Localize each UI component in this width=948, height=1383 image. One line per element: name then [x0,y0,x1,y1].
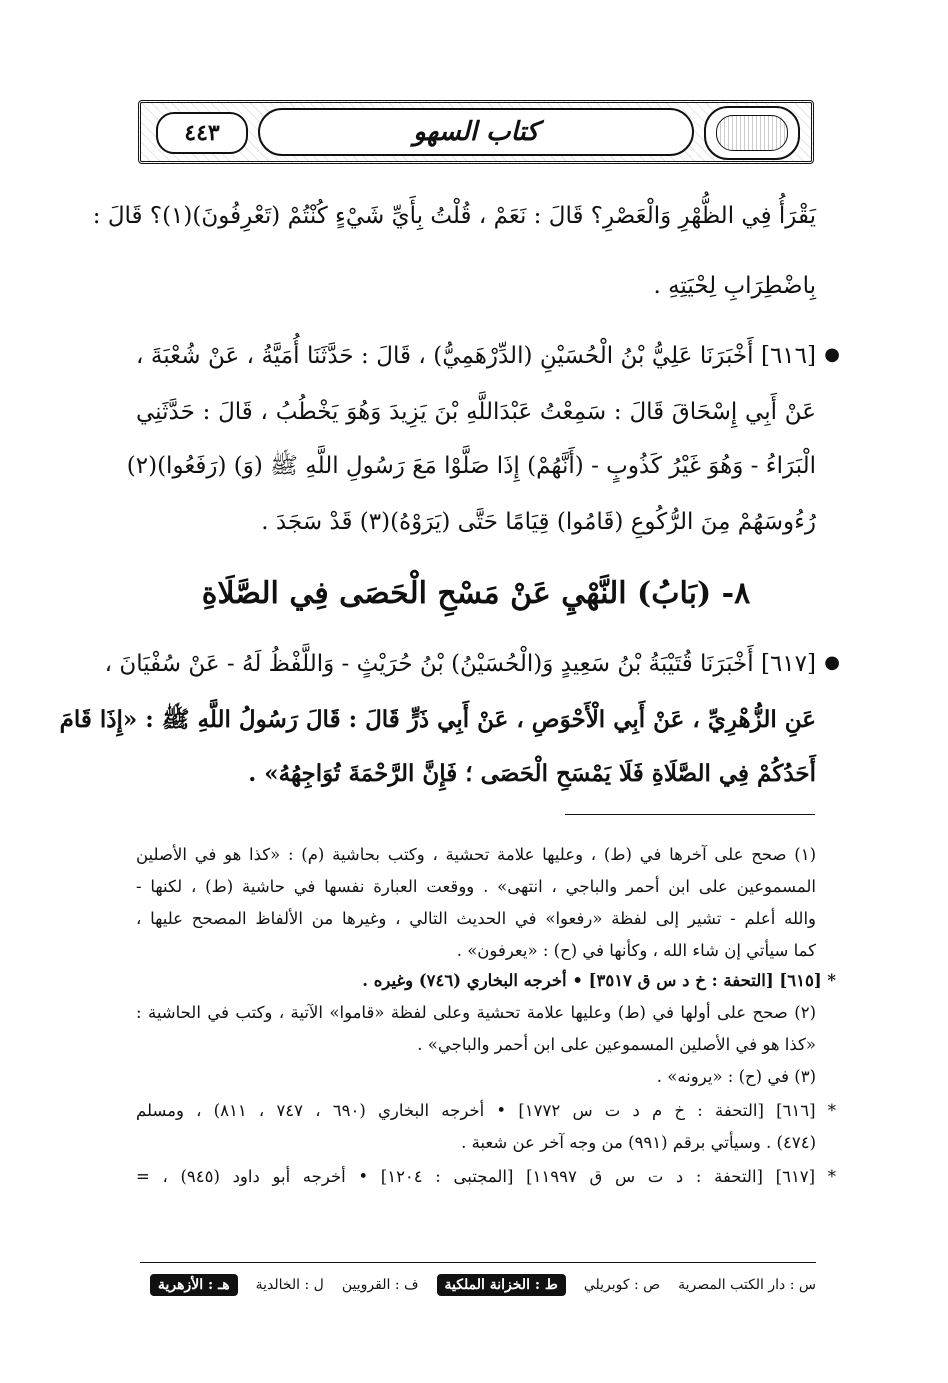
publisher-emblem-icon [704,106,800,160]
footnote-line: كما سيأتي إن شاء الله ، وكأنها في (ح) : «يعرفون» . [456,941,816,960]
footnote-line: «كذا هو في الأصلين المسموعين على ابن أحمر والباجي» . [417,1035,816,1054]
footnote-line: (٢) صحح على أولها في (ط) وعليها علامة تحشية وعلى لفظة «قاموا» الآتية ، وكتب في الحاشية : [136,1003,816,1022]
legend-sad: ص : كوبريلي [583,1277,661,1293]
footnote-line: (٣) في (ح) : «يرونه» . [656,1067,816,1086]
book-chapter-title: كتاب السهو [413,117,539,147]
legend-s: س : دار الكتب المصرية [678,1277,816,1293]
text-line: بِاضْطِرَابِ لِحْيَتِهِ . [653,273,816,299]
legend-ta: ط : الخزانة الملكية [437,1274,566,1296]
text-line: عَنِ الزُّهْرِيِّ ، عَنْ أَبِي الْأَحْوَصِ ، عَنْ أَبِي ذَرٍّ قَالَ : قَالَ رَسُولُ اللَّهِ ﷺ : «إِذَا قَامَ [59,706,816,733]
takhrij-616: * [٦١٦] [التحفة : خ م د ت س ١٧٧٢] • أخرجه البخاري (٦٩٠ ، ٧٤٧ ، ٨١١) ، ومسلم [136,1101,837,1120]
takhrij-615: * [٦١٥] [التحفة : خ د س ق ٣٥١٧] • أخرجه البخاري (٧٤٦) وغيره . [362,971,836,990]
takhrij-617: * [٦١٧] [التحفة : د ت س ق ١١٩٩٧] [المجتبى : ١٢٠٤] • أخرجه أبو داود (٩٤٥) ، = [136,1167,837,1186]
text-line: رُءُوسَهُمْ مِنَ الرُّكُوعِ (قَامُوا) قِيَامًا حَتَّى (يَرَوْهُ)(٣) قَدْ سَجَدَ . [261,509,816,535]
footnote-divider [565,814,815,815]
footnote-line: (١) صحح على آخرها في (ط) ، وعليها علامة تحشية ، وكتب بحاشية (م) : «كذا هو في الأصلين [136,845,816,864]
manuscript-legend [150,1270,816,1300]
header-title-cartouche [258,108,694,156]
hadith-616-line: [٦١٦] أَخْبَرَنَا عَلِيُّ بْنُ الْحُسَيْنِ (الدِّرْهَمِيُّ) ، قَالَ : حَدَّثَنَا أُمَيَّةُ ، عَنْ شُعْبَةَ ، [136,343,816,369]
text-line: يَقْرَأُ فِي الظُّهْرِ وَالْعَصْرِ؟ قَالَ : نَعَمْ ، قُلْتُ بِأَيِّ شَيْءٍ كُنْتُمْ (تَعْرِفُونَ)(١)؟ قَالَ : [92,203,816,229]
section-heading: ٨- (بَابُ) النَّهْيِ عَنْ مَسْحِ الْحَصَى فِي الصَّلَاةِ [201,576,751,611]
legend-lam: ل : الخالدية [255,1277,324,1293]
bullet-icon: ● [824,344,840,365]
text-line: أَحَدُكُمْ فِي الصَّلَاةِ فَلَا يَمْسَحِ الْحَصَى ؛ فَإِنَّ الرَّحْمَةَ تُوَاجِهُهُ» . [248,760,816,787]
footer-divider [140,1262,816,1263]
page-number-cartouche [156,112,248,154]
legend-ha: هـ : الأزهرية [150,1274,238,1296]
footnote-line: (٤٧٤) . وسيأتي برقم (٩٩١) من وجه آخر عن شعبة . [461,1133,816,1152]
footnote-line: المسموعين على ابن أحمر والباجي ، انتهى» . ووقعت العبارة نفسها في حاشية (ط) ، لكنها - [136,877,816,896]
text-line: عَنْ أَبِي إِسْحَاقَ قَالَ : سَمِعْتُ عَبْدَاللَّهِ بْنَ يَزِيدَ وَهُوَ يَخْطُبُ ، قَالَ : حَدَّثَنِي [136,399,816,425]
legend-fa: ف : القرويين [341,1277,419,1293]
text-line: الْبَرَاءُ - وَهُوَ غَيْرُ كَذُوبٍ - (أَنَّهُمْ) إِذَا صَلَّوْا مَعَ رَسُولِ اللَّهِ ﷺ (وَ) (رَفَعُوا)(٢) [126,453,816,479]
footnote-line: والله أعلم - تشير إلى لفظة «رفعوا» في الحديث التالي ، وغيرها من الألفاظ المصحح عليها ، [136,909,816,928]
page-header [138,100,814,164]
bullet-icon: ● [824,652,840,673]
page-number: ٤٤٣ [184,120,220,146]
hadith-617-line: [٦١٧] أَخْبَرَنَا قُتَيْبَةُ بْنُ سَعِيدٍ وَ(الْحُسَيْنُ) بْنُ حُرَيْثٍ - وَاللَّفْظُ لَهُ - عَنْ سُفْيَانَ ، [104,651,816,677]
